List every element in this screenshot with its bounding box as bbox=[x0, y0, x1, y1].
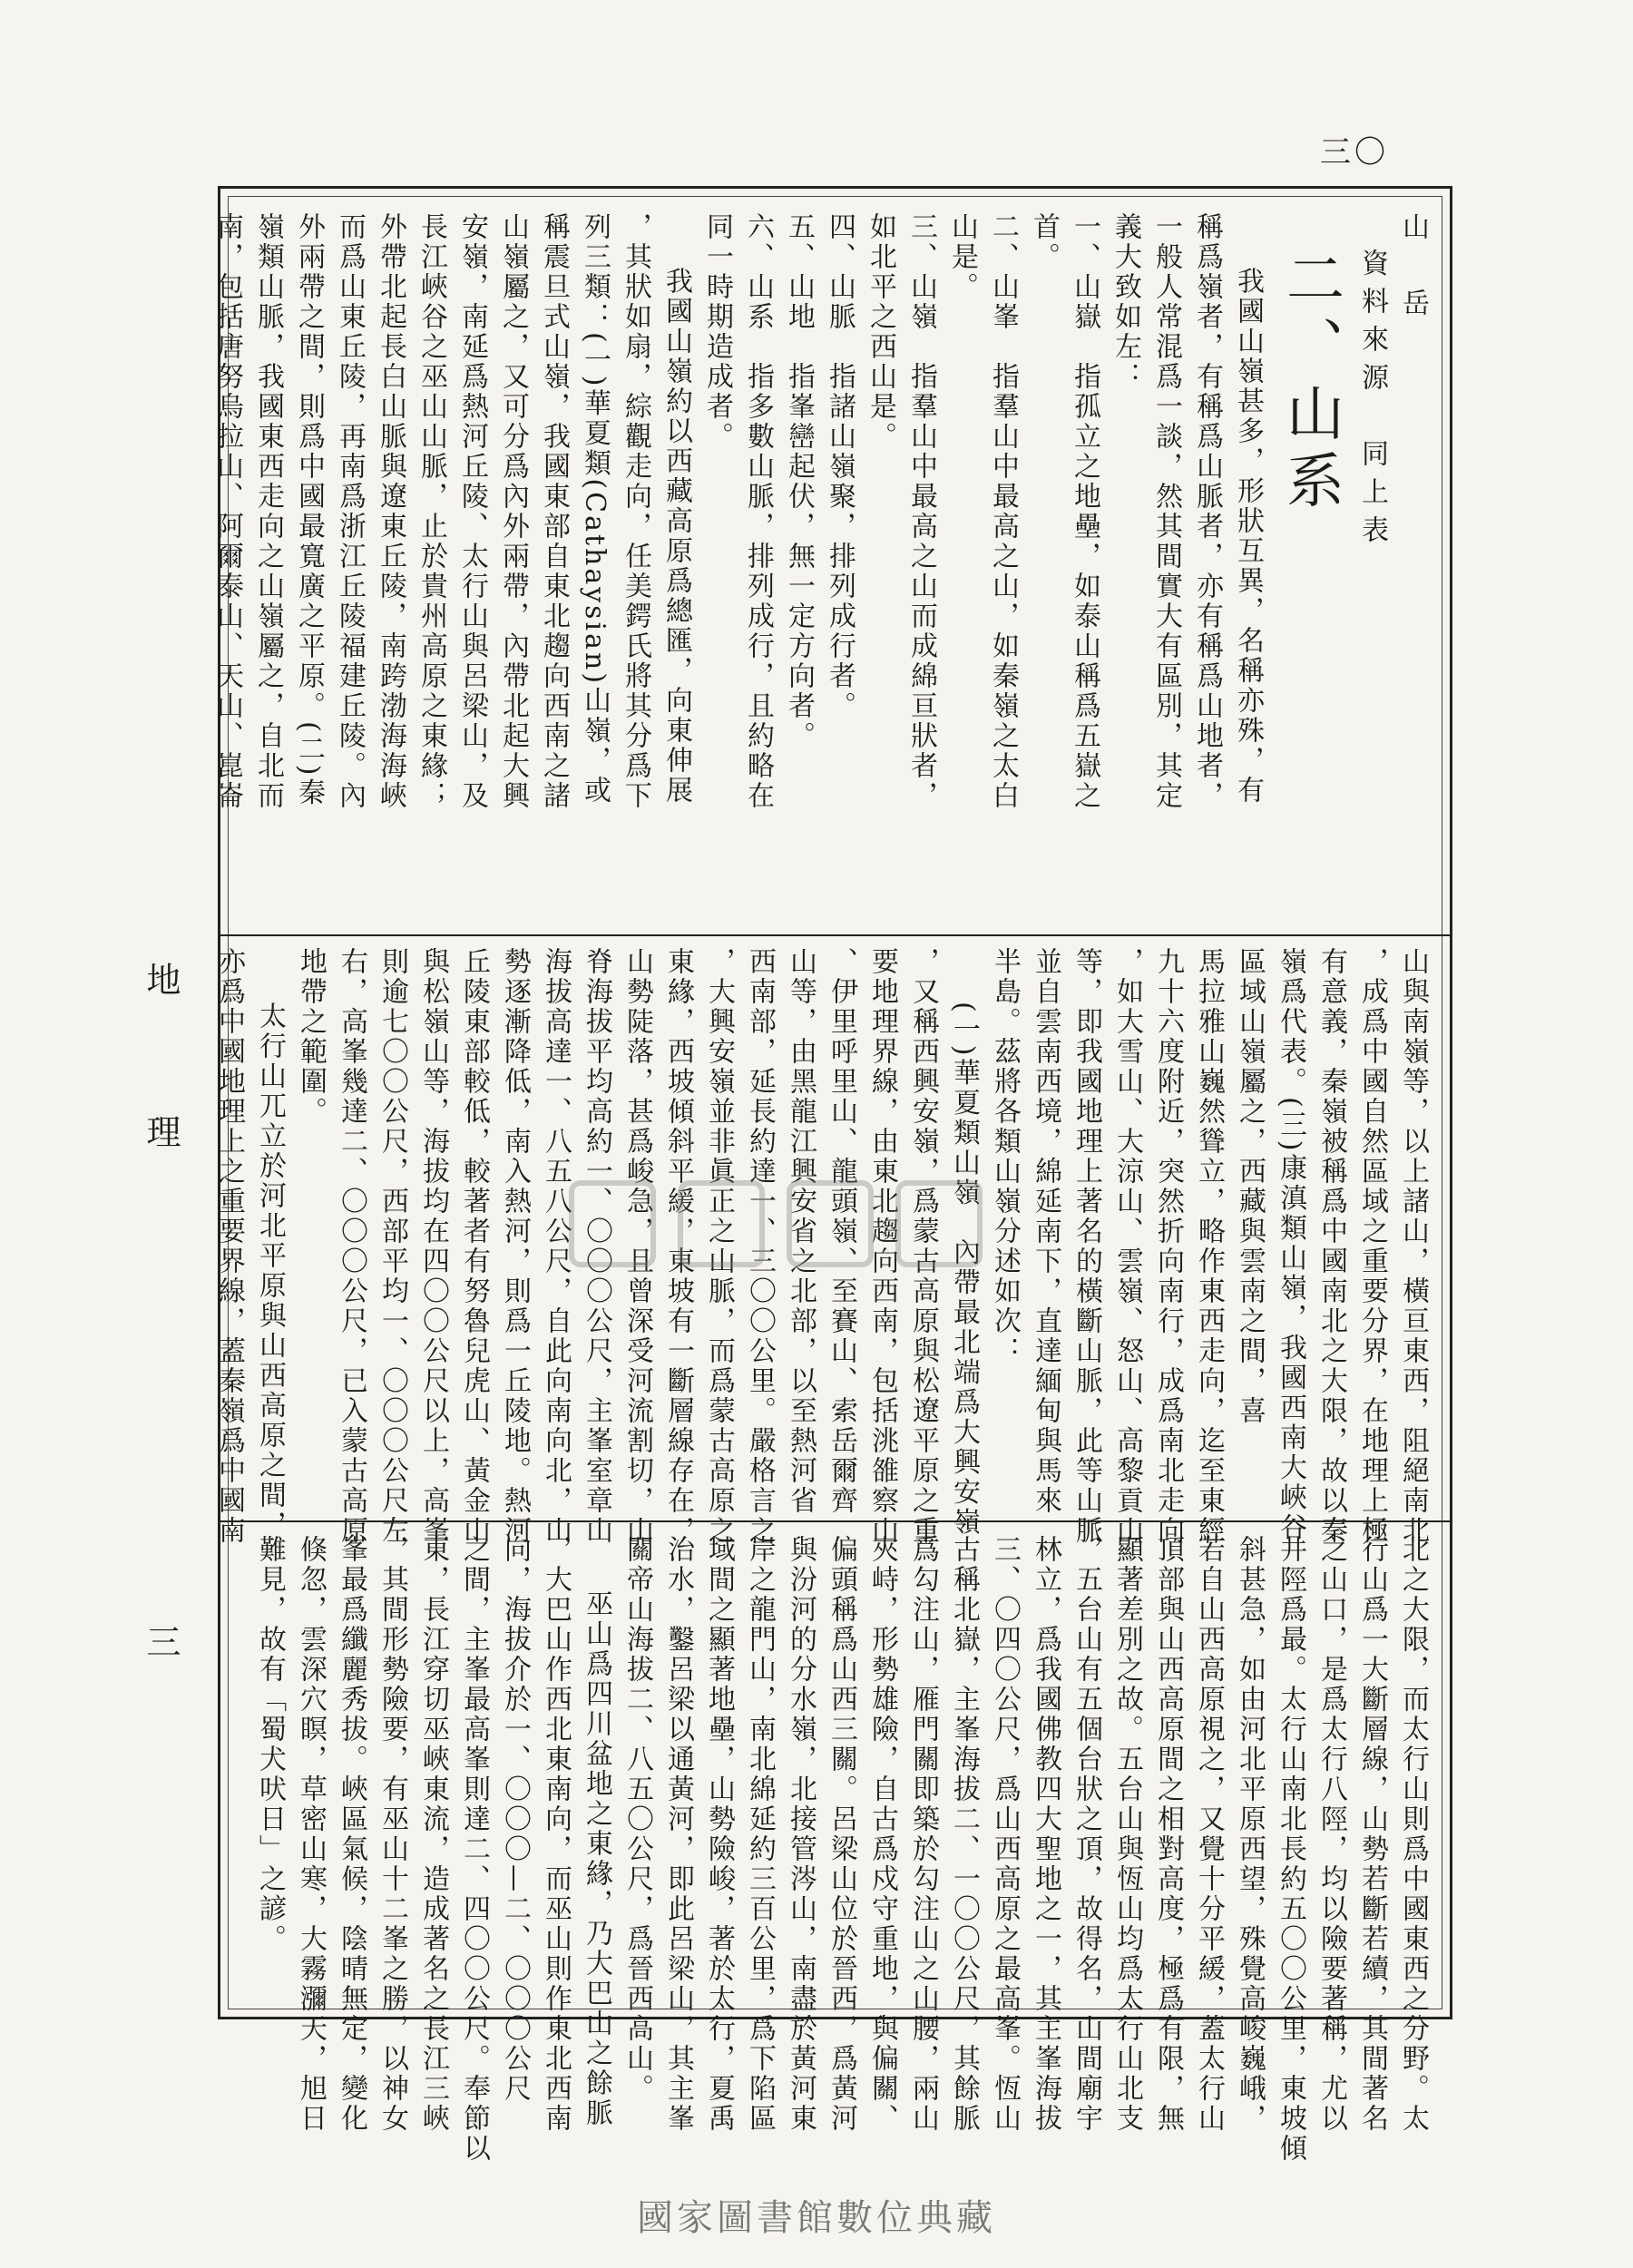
middle-text-column: 要地理界線，由東北趨向西南，包括洮雒察山 bbox=[866, 947, 898, 1546]
bottom-text-column: 與汾河的分水嶺，北接管涔山，南盡於黃河東 bbox=[785, 1535, 816, 2134]
bottom-text-column: 岸之龍門山，南北綿延約三百公里，爲下陷區 bbox=[744, 1535, 776, 2134]
bottom-text-column: 向，海拔介於一、〇〇〇—二、〇〇〇公尺 bbox=[499, 1535, 531, 2104]
middle-text-column: 亦爲中國地理上之重要界線，蓋秦嶺爲中國南 bbox=[213, 947, 245, 1546]
side-label-subject: 地 理 bbox=[141, 962, 181, 1165]
middle-text-column: 西南部，延長約達一、三〇〇公里。嚴格言之 bbox=[744, 947, 776, 1546]
bottom-text-column: 之山口，是爲太行八陘，均以險要著稱，尤以 bbox=[1315, 1535, 1347, 2134]
top-text-column: 同一時期造成者。 bbox=[701, 212, 733, 452]
middle-text-column: 、伊里呼里山、龍頭嶺、至賽山、索岳爾齊 bbox=[826, 947, 857, 1516]
top-text-column: 我國山嶺甚多，形狀互異，名稱亦殊，有 bbox=[1232, 267, 1264, 806]
bottom-text-column: 關帝山海拔二、八五〇公尺，爲晉西高山。 bbox=[621, 1535, 653, 2104]
bottom-text-column: ，其間形勢險要，有巫山十二峯之勝，以神女 bbox=[376, 1535, 408, 2134]
top-text-column: 五、山地 指峯巒起伏，無一定方向者。 bbox=[783, 212, 815, 751]
middle-text-column: 太行山兀立於河北平原與山西高原之間， bbox=[254, 1002, 286, 1540]
middle-text-column: 勢逐漸降低，南入熱河，則爲一丘陵地。熱河 bbox=[499, 947, 531, 1546]
running-title: 山 岳 bbox=[1397, 212, 1429, 327]
middle-text-column: 區域山嶺屬之，西藏與雲南之間，喜 bbox=[1234, 947, 1266, 1426]
middle-text-column: 山與南嶺等，以上諸山，橫亘東西，阻絕南北 bbox=[1397, 947, 1429, 1546]
middle-text-column: ，大興安嶺並非眞正之山脈，而爲蒙古高原之 bbox=[703, 947, 735, 1546]
middle-text-column: ，如大雪山、大涼山、雲嶺、怒山、高黎貢山 bbox=[1111, 947, 1143, 1546]
top-text-column: 稱震旦式山嶺，我國東部自東北趨向西南之諸 bbox=[538, 212, 570, 811]
section-divider-1 bbox=[220, 934, 1450, 936]
bottom-text-column: 林立，爲我國佛教四大聖地之一，其主峯海拔 bbox=[1030, 1535, 1061, 2134]
library-seal-watermark bbox=[562, 1170, 1034, 1279]
middle-text-column: 嶺爲代表。(三)康滇類山嶺，我國西南大峽谷 bbox=[1275, 947, 1306, 1543]
middle-text-column: 山勢陡落，甚爲峻急，且曾深受河流割切，山 bbox=[621, 947, 653, 1546]
top-columns bbox=[207, 212, 1268, 811]
top-text-column: 外帶北起長白山脈與遼東丘陵，南跨渤海海峽 bbox=[375, 212, 406, 811]
top-text-section bbox=[211, 212, 1433, 922]
bottom-columns bbox=[249, 1535, 1433, 2164]
middle-text-column: 右，高峯幾達二、〇〇〇公尺，已入蒙古高原 bbox=[336, 947, 367, 1546]
bottom-text-column: ，五台山有五個台狀之頂，故得名，山間廟宇 bbox=[1071, 1535, 1102, 2134]
top-text-column: 安嶺，南延爲熱河丘陵、太行山與呂梁山，及 bbox=[456, 212, 488, 811]
bottom-text-column: 峯最爲纖麗秀拔。峽區氣候，陰晴無定，變化 bbox=[336, 1535, 367, 2134]
bottom-text-column: 之間，主峯最高峯則達二、四〇〇公尺。奉節以 bbox=[458, 1535, 490, 2164]
middle-text-column: 地帶之範圍。 bbox=[295, 947, 327, 1127]
top-text-column: 長江峽谷之巫山山脈，止於貴州高原之東緣； bbox=[416, 212, 447, 811]
middle-text-column: 馬拉雅山巍然聳立，略作東西走向，迄至東經 bbox=[1193, 947, 1225, 1546]
bottom-text-column: 難見，故有「蜀犬吠日」之諺。 bbox=[254, 1535, 286, 1954]
page-frame bbox=[211, 186, 1452, 2164]
page-number: 三〇 bbox=[1320, 134, 1389, 171]
top-text-column: 二、山峯 指羣山中最高之山，如秦嶺之太白 bbox=[987, 212, 1019, 811]
bottom-text-column: 若自山西高原視之，又覺十分平緩，蓋太行山 bbox=[1193, 1535, 1225, 2134]
top-text-column: 稱爲嶺者，有稱爲山脈者，亦有稱爲山地者， bbox=[1191, 212, 1223, 811]
middle-text-column: 與松嶺山等，海拔均在四〇〇公尺以上，高峯 bbox=[417, 947, 449, 1546]
bottom-text-column: 東，長江穿切巫峽東流，造成著名之長江三峽 bbox=[417, 1535, 449, 2134]
middle-text-column: (一)華夏類山嶺 內帶最北端爲大興安嶺 bbox=[948, 1002, 980, 1538]
top-text-column: ，其狀如扇，綜觀走向，任美鍔氏將其分爲下 bbox=[620, 212, 651, 811]
footer-watermark: 國家圖書館數位典藏 bbox=[637, 2197, 996, 2239]
top-text-column: 我國山嶺約以西藏高原爲總匯，向東伸展 bbox=[660, 267, 692, 806]
bottom-text-column: 古稱北嶽，主峯海拔二、一〇〇公尺，其餘脈 bbox=[948, 1535, 980, 2134]
top-text-column: 義大致如左： bbox=[1110, 212, 1141, 392]
top-text-column: 如北平之西山是。 bbox=[865, 212, 896, 452]
middle-text-column: 半島。茲將各類山嶺分述如次： bbox=[989, 947, 1021, 1366]
middle-text-column: ，成爲中國自然區域之重要分界，在地理上極 bbox=[1356, 947, 1388, 1546]
top-text-column: 嶺類山脈，我國東西走向之山嶺屬之，自北而 bbox=[252, 212, 284, 811]
bottom-text-column: 爲勾注山，雁門關即築於勾注山之山腰，兩山 bbox=[907, 1535, 939, 2134]
middle-text-column: 則逾七〇〇公尺，西部平均一、〇〇〇公尺左 bbox=[376, 947, 408, 1546]
bottom-text-column: 顯著差別之故。五台山與恆山均爲太行山北支 bbox=[1111, 1535, 1143, 2134]
middle-text-column: 等，即我國地理上著名的橫斷山脈，此等山脈 bbox=[1071, 947, 1102, 1546]
middle-text-column: 並自雲南西境，綿延南下，直達緬甸與馬來 bbox=[1030, 947, 1061, 1516]
middle-text-column: 山等，由黑龍江興安省之北部，以至熱河省 bbox=[785, 947, 816, 1516]
bottom-text-column: 三、〇四〇公尺，爲山西高原之最高峯。恆山 bbox=[989, 1535, 1021, 2134]
section-title: 二、山系 bbox=[1276, 249, 1344, 517]
section-divider-2 bbox=[220, 1520, 1450, 1522]
top-text-column: 列三類：(一)華夏類(Cathaysian)山嶺，或 bbox=[579, 212, 611, 807]
middle-text-column: ，又稱西興安嶺，爲蒙古高原與松遼平原之重 bbox=[907, 947, 939, 1546]
bottom-text-column: 行山爲一大斷層線，山勢若斷若續，其間著名 bbox=[1356, 1535, 1388, 2134]
middle-text-column: 脊海拔平均高約一、〇〇〇公尺，主峯室章山 bbox=[581, 947, 612, 1546]
bottom-text-column: 域間之顯著地壘，山勢險峻，著於太行，夏禹 bbox=[703, 1535, 735, 2134]
bottom-text-column: 倏忽，雲深穴瞑，草密山寒，大霧瀰天，旭日 bbox=[295, 1535, 327, 2134]
top-text-column: 外兩帶之間，則爲中國最寬廣之平原。(二)秦 bbox=[293, 212, 325, 808]
bottom-text-column: 偏頭稱爲山西三關。呂梁山位於晉西，爲黃河 bbox=[826, 1535, 857, 2134]
top-text-column: 六、山系 指多數山脈，排列成行，且約略在 bbox=[742, 212, 774, 811]
top-text-column: 山嶺屬之，又可分爲內外兩帶，內帶北起大興 bbox=[497, 212, 529, 811]
top-text-column: 山是。 bbox=[946, 212, 978, 302]
bottom-text-column: 北之大限，而太行山則爲中國東西之分野。太 bbox=[1397, 1535, 1429, 2134]
middle-text-column: 丘陵東部較低，較著者有努魯兒虎山、黃金山 bbox=[458, 947, 490, 1546]
bottom-text-column: 頂部與山西高原間之相對高度，極爲有限，無 bbox=[1152, 1535, 1184, 2134]
middle-text-column: 九十六度附近，突然折向南行，成爲南北走向 bbox=[1152, 947, 1184, 1546]
top-text-column: 四、山脈 指諸山嶺聚，排列成行者。 bbox=[824, 212, 856, 721]
bottom-text-column: 斜甚急，如由河北平原西望，殊覺高峻巍峨， bbox=[1234, 1535, 1266, 2134]
side-label-page: 三 bbox=[141, 1624, 181, 1675]
middle-text-column: 東緣，西坡傾斜平緩，東坡有一斷層線存在， bbox=[662, 947, 694, 1546]
bottom-text-section bbox=[237, 1535, 1433, 2164]
top-text-column: 一般人常混爲一談，然其間實大有區別，其定 bbox=[1150, 212, 1182, 811]
bottom-text-column: 井陘爲最。太行山南北長約五〇〇公里，東坡傾 bbox=[1275, 1535, 1306, 2164]
middle-text-column: 有意義，秦嶺被稱爲中國南北之大限，故以秦 bbox=[1315, 947, 1347, 1546]
bottom-text-column: 夾峙，形勢雄險，自古爲戍守重地，與偏關、 bbox=[866, 1535, 898, 2134]
middle-text-column: 海拔高達一、八五八公尺，自此向南向北，山 bbox=[540, 947, 572, 1546]
top-text-column: 一、山嶽 指孤立之地壘，如泰山稱爲五嶽之 bbox=[1069, 212, 1100, 811]
bottom-text-column: 巫山爲四川盆地之東緣，乃大巴山之餘脈 bbox=[581, 1589, 612, 2128]
bottom-text-column: ，大巴山作西北東南向，而巫山則作東北西南 bbox=[540, 1535, 572, 2134]
source-line: 資料來源 同上表 bbox=[1356, 249, 1388, 553]
top-text-column: 三、山嶺 指羣山中最高之山而成綿亘狀者， bbox=[905, 212, 937, 811]
top-text-column: 而爲山東丘陵，再南爲浙江丘陵福建丘陵。內 bbox=[334, 212, 366, 811]
top-text-column: 首。 bbox=[1028, 212, 1060, 272]
top-text-column: 南，包括唐努烏拉山、阿爾泰山、天山、崑崙 bbox=[211, 212, 243, 811]
bottom-text-column: 治水，鑿呂梁以通黃河，即此呂梁山，其主峯 bbox=[662, 1535, 694, 2134]
